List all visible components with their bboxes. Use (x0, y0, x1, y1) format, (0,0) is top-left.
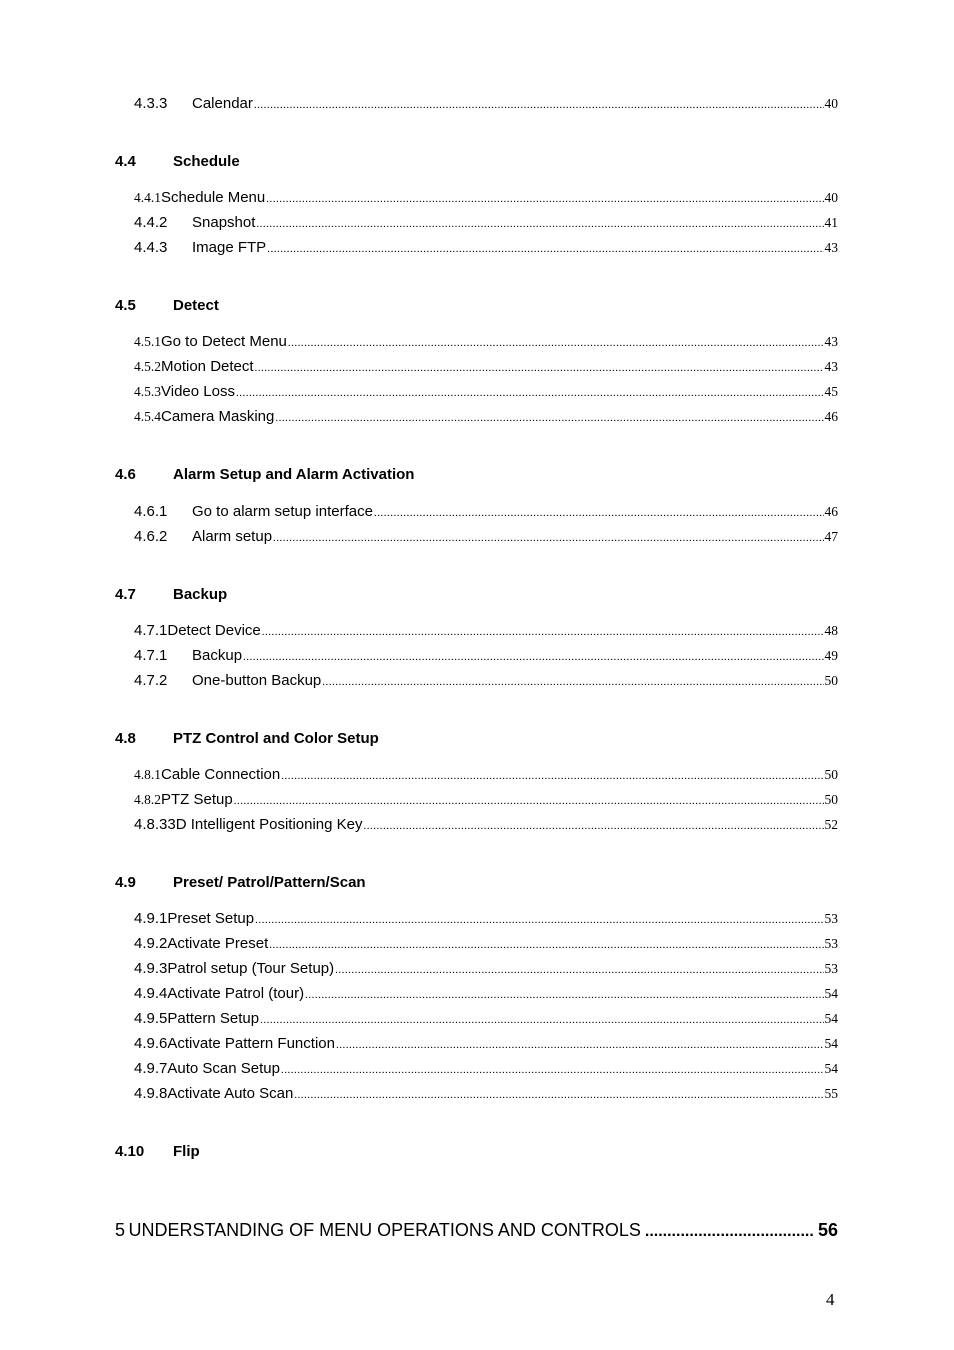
entry-title: Schedule Menu (161, 189, 266, 206)
entry-title: Preset Setup (167, 910, 255, 927)
toc-entry[interactable] (134, 935, 838, 955)
dot-leader (335, 964, 823, 976)
chapter-number: 5 (115, 1220, 126, 1240)
dot-leader (254, 99, 824, 111)
entry-number: 4.4.2 (134, 214, 168, 231)
section-title: Preset/ Patrol/Pattern/Scan (173, 874, 366, 891)
entry-title: Activate Patrol (tour) (167, 985, 305, 1002)
dot-leader (364, 820, 824, 832)
entry-page: 55 (824, 1086, 838, 1101)
entry-number: 4.9.5 (134, 1010, 168, 1027)
entry-page: 46 (824, 504, 838, 519)
entry-number: 4.5.4 (134, 409, 161, 424)
toc-entry[interactable] (134, 214, 838, 234)
entry-title: Snapshot (192, 214, 256, 231)
entry-title: Patrol setup (Tour Setup) (167, 960, 335, 977)
dot-leader (260, 1014, 823, 1026)
page-number: 4 (826, 1290, 835, 1309)
section-heading[interactable] (115, 466, 414, 483)
dot-leader (281, 1064, 824, 1076)
chapter-entry[interactable] (115, 1220, 838, 1244)
dot-leader (336, 1039, 824, 1051)
toc-entry[interactable] (134, 383, 838, 403)
dot-leader (288, 337, 824, 349)
dot-leader (269, 939, 823, 951)
dot-leader (305, 989, 823, 1001)
entry-page: 49 (824, 648, 838, 663)
entry-number: 4.5.3 (134, 384, 161, 399)
toc-entry[interactable] (134, 1010, 838, 1030)
toc-entry[interactable] (134, 1035, 838, 1055)
entry-title: Detect Device (167, 622, 261, 639)
entry-number: 4.3.3 (134, 95, 168, 112)
entry-page: 53 (824, 936, 838, 951)
section-number: 4.5 (115, 297, 136, 314)
entry-page: 43 (824, 334, 838, 349)
entry-title: Auto Scan Setup (167, 1060, 280, 1077)
entry-title: Pattern Setup (167, 1010, 260, 1027)
dot-leader (255, 914, 823, 926)
entry-title: Backup (192, 647, 243, 664)
entry-number: 4.5.2 (134, 359, 161, 374)
entry-page: 53 (824, 961, 838, 976)
entry-page: 54 (824, 1036, 838, 1051)
entry-number: 4.9.7 (134, 1060, 168, 1077)
entry-page: 53 (824, 911, 838, 926)
entry-number: 4.9.6 (134, 1035, 168, 1052)
toc-entry[interactable] (134, 791, 838, 811)
section-heading[interactable] (115, 874, 366, 891)
entry-page: 43 (824, 240, 838, 255)
entry-page: 43 (824, 359, 838, 374)
dot-leader (267, 243, 823, 255)
entry-title: Video Loss (161, 383, 235, 400)
entry-page: 52 (824, 817, 838, 832)
section-heading[interactable] (115, 153, 240, 170)
entry-number: 4.7.1 (134, 647, 168, 664)
section-number: 4.7 (115, 586, 136, 603)
toc-entry[interactable] (134, 910, 838, 930)
entry-title: PTZ Setup (161, 791, 233, 808)
entry-number: 4.4.1 (134, 190, 161, 205)
toc-entry[interactable] (134, 985, 838, 1005)
section-title: Flip (173, 1143, 200, 1160)
entry-title: Activate Auto Scan (167, 1085, 294, 1102)
entry-number: 4.8.2 (134, 792, 161, 807)
toc-entry[interactable] (134, 189, 838, 209)
entry-number: 4.9.2 (134, 935, 168, 952)
chapter-page: 56 (817, 1220, 838, 1240)
entry-title: Go to Detect Menu (161, 333, 287, 350)
entry-title: Activate Preset (167, 935, 269, 952)
toc-entry[interactable] (134, 647, 838, 667)
section-title: PTZ Control and Color Setup (173, 730, 379, 747)
entry-title: Motion Detect (161, 358, 254, 375)
entry-number: 4.6.1 (134, 503, 168, 520)
entry-number: 4.4.3 (134, 239, 168, 256)
section-title: Alarm Setup and Alarm Activation (173, 466, 415, 483)
section-number: 4.6 (115, 466, 136, 483)
entry-title: Activate Pattern Function (167, 1035, 335, 1052)
dot-leader (374, 507, 824, 519)
entry-number: 4.8.1 (134, 767, 161, 782)
section-title: Schedule (173, 153, 240, 170)
toc-entry[interactable] (134, 239, 838, 259)
section-number: 4.4 (115, 153, 136, 170)
dot-leader (322, 676, 823, 688)
entry-number: 4.5.1 (134, 334, 161, 349)
entry-number: 4.8.3 (134, 816, 168, 833)
toc-entry[interactable] (134, 95, 838, 115)
toc-entry[interactable] (134, 1085, 838, 1105)
entry-number: 4.7.2 (134, 672, 168, 689)
entry-number: 4.9.3 (134, 960, 168, 977)
toc-entry[interactable] (134, 503, 838, 523)
dot-leader (294, 1089, 823, 1101)
dot-leader (266, 193, 823, 205)
dot-leader (273, 532, 823, 544)
section-heading[interactable] (115, 1143, 200, 1160)
entry-page: 46 (824, 409, 838, 424)
toc-entry[interactable] (134, 1060, 838, 1080)
entry-page: 48 (824, 623, 838, 638)
entry-title: Go to alarm setup interface (192, 503, 373, 520)
entry-number: 4.9.1 (134, 910, 168, 927)
entry-number: 4.7.1 (134, 622, 168, 639)
section-title: Detect (173, 297, 219, 314)
section-heading[interactable] (115, 297, 219, 314)
section-number: 4.10 (115, 1143, 145, 1160)
toc-entry[interactable] (134, 528, 838, 548)
entry-title: Camera Masking (161, 408, 275, 425)
entry-number: 4.6.2 (134, 528, 168, 545)
section-heading[interactable] (115, 730, 379, 747)
entry-title: Cable Connection (161, 766, 281, 783)
dot-leader (256, 218, 823, 230)
entry-page: 40 (824, 190, 838, 205)
toc-entry[interactable] (134, 766, 838, 786)
toc-entry[interactable] (134, 672, 838, 692)
toc-entry[interactable] (134, 408, 838, 428)
dot-leader (234, 795, 824, 807)
entry-page: 54 (824, 1061, 838, 1076)
entry-title: One-button Backup (192, 672, 322, 689)
entry-page: 45 (824, 384, 838, 399)
entry-title: Calendar (192, 95, 253, 112)
dot-leader (275, 412, 823, 424)
dot-leader (255, 362, 824, 374)
entry-page: 54 (824, 986, 838, 1001)
dot-leader (281, 770, 823, 782)
entry-page: 47 (824, 529, 838, 544)
entry-title: Image FTP (192, 239, 267, 256)
toc-entry[interactable] (134, 622, 838, 642)
entry-page: 50 (824, 673, 838, 688)
entry-page: 54 (824, 1011, 838, 1026)
dot-leader (262, 626, 824, 638)
entry-number: 4.9.4 (134, 985, 168, 1002)
entry-page: 50 (824, 767, 838, 782)
entry-page: 40 (824, 96, 838, 111)
entry-page: 41 (824, 215, 838, 230)
dot-leader (243, 651, 823, 663)
toc-entry[interactable] (134, 960, 838, 980)
entry-number: 4.9.8 (134, 1085, 168, 1102)
section-number: 4.9 (115, 874, 136, 891)
dot-leader (236, 387, 824, 399)
toc-entry[interactable] (134, 358, 838, 378)
toc-entry[interactable] (134, 816, 838, 836)
entry-page: 50 (824, 792, 838, 807)
entry-title: Alarm setup (192, 528, 273, 545)
toc-entry[interactable] (134, 333, 838, 353)
chapter-title: UNDERSTANDING OF MENU OPERATIONS AND CONTROLS (128, 1220, 641, 1240)
section-title: Backup (173, 586, 228, 603)
dot-leader (645, 1223, 814, 1241)
section-number: 4.8 (115, 730, 136, 747)
section-heading[interactable] (115, 586, 227, 603)
entry-title: 3D Intelligent Positioning Key (167, 816, 363, 833)
